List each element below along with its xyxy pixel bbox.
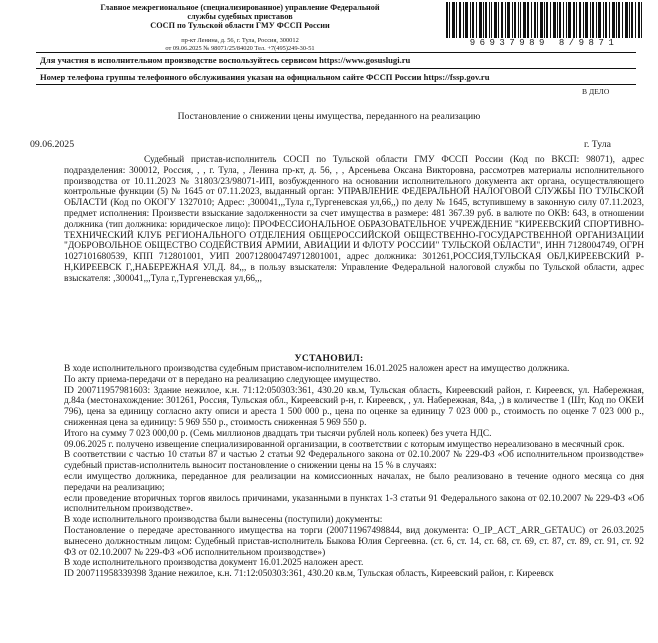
paragraph: В ходе исполнительного производства были вынесены (поступили) документы:	[64, 515, 383, 526]
header-divider-middle	[36, 68, 636, 69]
header-divider-top	[36, 52, 636, 53]
organization-address	[40, 37, 440, 52]
document-city: г. Тула	[584, 139, 612, 150]
intro-text: Судебный пристав-исполнитель СОСП по Тульской области ГМУ ФССП России (Код по ВКСП: 98071), адрес подразделения: 300012, Россия, , , г. Тула, , Ленина пр-кт, д. 56, , , Арсеньева Оксана Викторовна, рассмотрев материалы исполнительного производства от 10.11.2023 № 31803/23/98071-ИП, возбужденного на основании исполнительного документа акт органа, осуществляющего контрольные функции (5) № 1645 от 07.11.2023, выданный орган: УПРАВЛЕНИЕ ФЕДЕРАЛЬНОЙ НАЛОГОВОЙ СЛУЖБЫ ПО ТУЛЬСКОЙ ОБЛАСТИ (Код по ОКОГУ 1327010; Адрес: ,300041,,,Тула г,,Тургеневская ул,66,,) по делу № 1645, вступившему в законную силу 07.11.2023, предмет исполнения: Произвести взыскание задолженности за счет имущества в размере: 481 367.39 руб. в валюте по ОКВ: 643, в отношении должника (тип должника: юридическое лицо): ПРОФЕССИОНАЛЬНОЕ ОБРАЗОВАТЕЛЬНОЕ УЧРЕЖДЕНИЕ "КИРЕЕВСКИЙ СПОРТИВНО-ТЕХНИЧЕСКИЙ КЛУБ РЕГИОНАЛЬНОГО ОТДЕЛЕНИЯ ОБЩЕРОССИЙСКОЙ ОБЩЕСТВЕННО-ГОСУДАРСТВЕННОЙ ОРГАНИЗАЦИИ "ДОБРОВОЛЬНОЕ ОБЩЕСТВО СОДЕЙСТВИЯ АРМИИ, АВИАЦИИ И ФЛОТУ РОССИИ" ТУЛЬСКОЙ ОБЛАСТИ", ИНН 7128004749, ОГРН 1027101680539, КПП 712801001, УИП 20071280047497128010​01, адрес должника: 301261,РОССИЯ,ТУЛЬСКАЯ ОБЛ,КИРЕЕВСКИЙ Р-Н,КИРЕЕВСК Г,,НАБЕРЕЖНАЯ УЛ,Д. 84,,, в пользу взыскателя: Управление Федеральной налоговой службы по Тульской области, адрес взыскателя: ,300041,,,Тула г,,Тургеневская ул,66,,,	[64, 155, 644, 284]
paragraph: если проведение вторичных торгов явилось причинами, указанными в пунктах 1-3 статьи 91 Федерального закона от 02.10.2007 № 229-ФЗ «Об исполнительном производстве».	[64, 493, 644, 515]
paragraph: ID 200711958339398 Здание нежилое, к.н. 71:12:050303:361, 430.20 кв.м, Тульская область, Киреевский район, г. Киреевск	[64, 569, 554, 580]
section-heading-ustanovil: УСТАНОВИЛ:	[294, 353, 364, 364]
address-line-2: от 09.06.2025 № 98071/25/84020 Тел. +7(495)249-30-51	[165, 44, 315, 52]
barcode-number: 96937989 8/9871	[469, 38, 619, 48]
paragraph: если имущество должника, переданное для реализации на комиссионных началах, не было реализовано в течение одного месяца со дня передачи на реализацию;	[64, 471, 644, 493]
org-line-3: СОСП по Тульской области ГМУ ФССП России	[150, 21, 330, 30]
address-line-1: пр-кт Ленина, д. 56, г. Тула, Россия, 300012	[181, 37, 299, 44]
paragraph: В ходе исполнительного производства документ 16.01.2025 наложен арест.	[64, 558, 364, 569]
header-divider-bottom	[36, 84, 636, 85]
document-date: 09.06.2025	[30, 139, 75, 150]
paragraph: В соответствии с частью 10 статьи 87 и частью 2 статьи 92 Федерального закона от 02.10.2007 № 229-ФЗ «Об исполнительном производстве» судебный пристав-исполнитель выносит постановление о снижении цены на 15 % в случаях:	[64, 450, 644, 472]
paragraph: Итого на сумму 7 023 000,00 р. (Семь миллионов двадцать три тысячи рублей ноль копеек) без учета НДС.	[64, 428, 492, 439]
paragraph: Постановление о передаче арестованного имущества на торги (200711967498844, вид документа: O_IP_ACT_ARR_GETAUC) от 26.03.2025 вынесено должностным лицом: Судебный пристав-исполнитель Быкова Юлия Сергеевна. (ст. 6, ст. 14, ст. 68, ст. 69, ст. 87, ст. 89, ст. 91, ст. 92 ФЗ от 02.10.2007 № 229-ФЗ «Об исполнительном производстве»)	[64, 525, 644, 558]
document-title: Постановление о снижении цены имущества, переданного на реализацию	[177, 111, 481, 122]
gosuslugi-note: Для участия в исполнительном производстве воспользуйтесь сервисом https://www.gosuslugi.ru	[40, 55, 411, 65]
paragraph: 09.06.2025 г. получено извещение специализированной организации, в соответствии с которым имущество нереализовано в месячный срок.	[64, 439, 625, 450]
barcode-image	[446, 2, 642, 38]
intro-paragraph	[64, 155, 644, 285]
paragraph: В ходе исполнительного производства судебным приставом-исполнителем 16.01.2025 наложен арест на имущество должника.	[64, 364, 570, 374]
org-line-1: Главное межрегиональное (специализированное) управление Федеральной	[100, 3, 380, 12]
phone-note: Номер телефона группы телефонного обслуживания указан на официальном сайте ФССП России https://fssp.gov.ru	[40, 72, 490, 82]
org-line-2: службы судебных приставов	[187, 12, 293, 21]
findings-section	[64, 364, 644, 580]
paragraph: ID 200711957981603: Здание нежилое, к.н. 71:12:050303:361, 430.20 кв.м, Тульская область, Киреевский район, г. Киреевск, ул. Набережная, д.84а (местонахождение: 301261, Россия, Тульская обл., Киреевский р-н, г. Киреевск, , ул. Набережная, 84а, ,) в количестве 1 (Шт, Код по ОКЕИ 796), цена за единицу согласно акту описи и ареста 1 500 000 р., цена по оценке за единицу 7 023 000 р., стоимость по оценке 7 023 000 р., сниженная цена за единицу: 5 969 550 р., стоимость сниженная 5 969 550 р.	[64, 385, 644, 428]
organization-header	[40, 3, 440, 30]
archive-stamp: В ДЕЛО	[582, 87, 610, 96]
paragraph: По акту приема-передачи от в передано на реализацию следующее имущество.	[64, 374, 381, 385]
